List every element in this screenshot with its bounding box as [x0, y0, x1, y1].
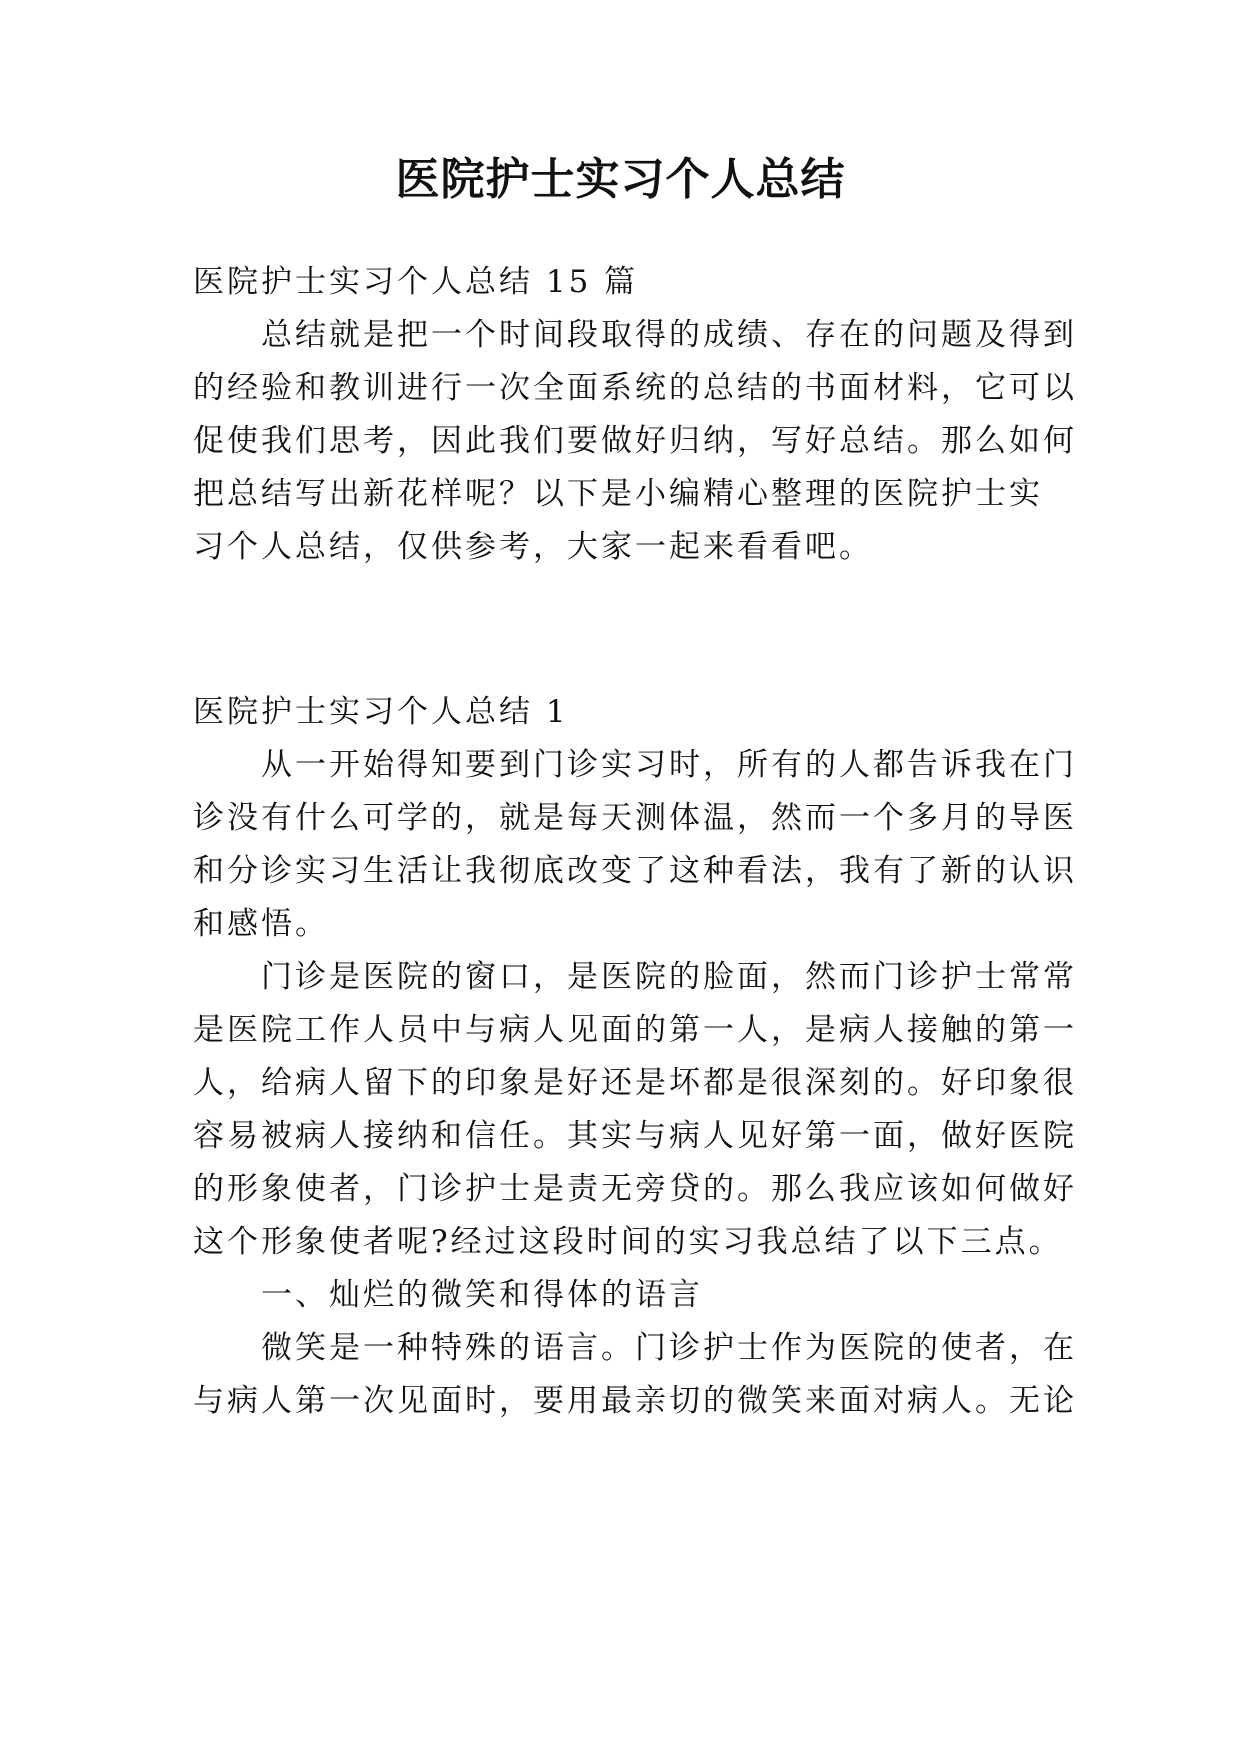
paragraph-line: 和感悟。 [193, 906, 329, 942]
paragraph-line: 的形象使者，门诊护士是责无旁贷的。那么我应该如何做好 [193, 1171, 1077, 1207]
paragraph-line: 的经验和教训进行一次全面系统的总结的书面材料，它可以 [193, 370, 1077, 406]
paragraph-line: 门诊是医院的窗口，是医院的脸面，然而门诊护士常常 [193, 959, 1077, 995]
paragraph-line: 与病人第一次见面时，要用最亲切的微笑来面对病人。无论 [193, 1383, 1077, 1419]
subtitle-line: 医院护士实习个人总结 15 篇 [193, 264, 639, 300]
paragraph-line: 容易被病人接纳和信任。其实与病人见好第一面，做好医院 [193, 1118, 1077, 1154]
paragraph-line: 这个形象使者呢?经过这段时间的实习我总结了以下三点。 [193, 1224, 1063, 1260]
paragraph-line: 促使我们思考，因此我们要做好归纳，写好总结。那么如何 [193, 423, 1077, 459]
subheading-line: 一、灿烂的微笑和得体的语言 [193, 1277, 703, 1313]
paragraph-line: 把总结写出新花样呢？以下是小编精心整理的医院护士实 [193, 476, 1043, 512]
paragraph-line: 习个人总结，仅供参考，大家一起来看看吧。 [193, 529, 873, 565]
paragraph-line: 和分诊实习生活让我彻底改变了这种看法，我有了新的认识 [193, 853, 1077, 889]
paragraph-line: 诊没有什么可学的，就是每天测体温，然而一个多月的导医 [193, 800, 1077, 836]
document-title: 医院护士实习个人总结 [395, 154, 846, 205]
paragraph-line: 是医院工作人员中与病人见面的第一人，是病人接触的第一 [193, 1012, 1077, 1048]
paragraph-line: 微笑是一种特殊的语言。门诊护士作为医院的使者，在 [193, 1330, 1077, 1366]
paragraph-line: 总结就是把一个时间段取得的成绩、存在的问题及得到 [193, 317, 1077, 353]
paragraph-line: 人，给病人留下的印象是好还是坏都是很深刻的。好印象很 [193, 1065, 1077, 1101]
section-heading: 医院护士实习个人总结 1 [193, 694, 569, 730]
paragraph-line: 从一开始得知要到门诊实习时，所有的人都告诉我在门 [193, 747, 1077, 783]
